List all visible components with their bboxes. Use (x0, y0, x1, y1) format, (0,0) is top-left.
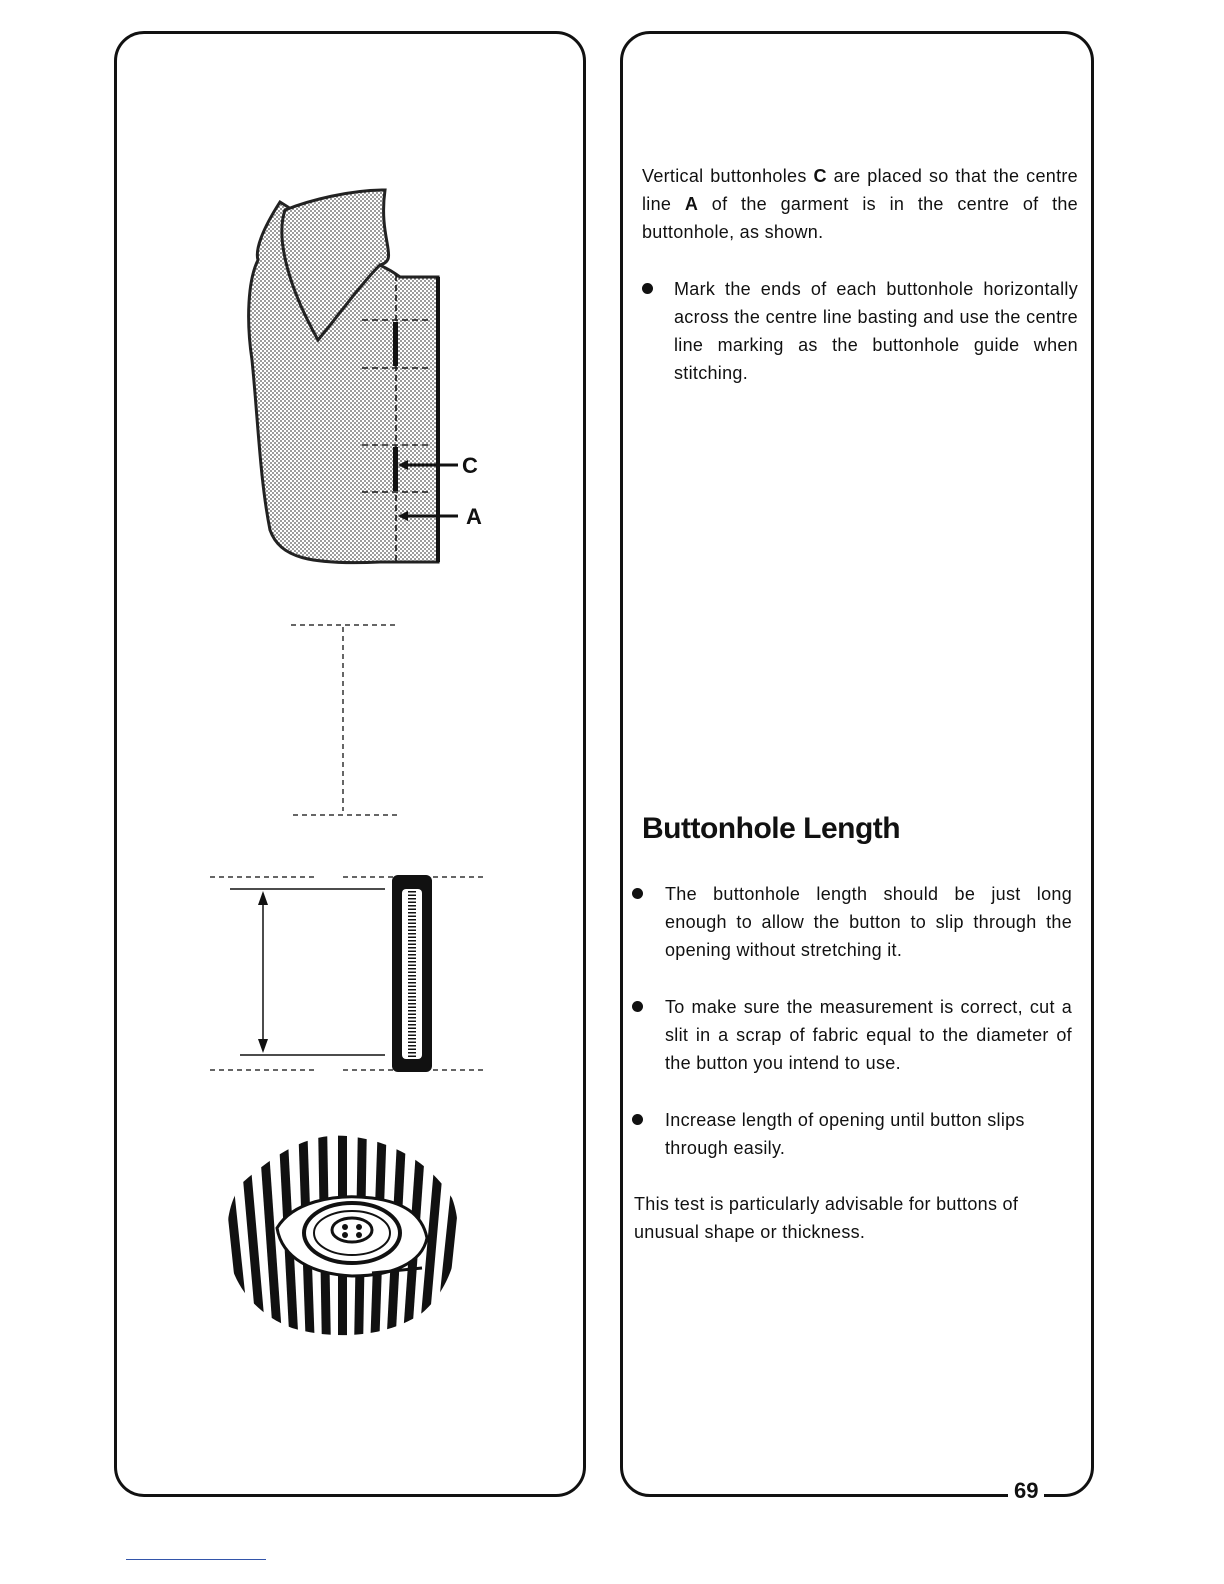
label-c: C (462, 453, 478, 478)
garment-illustration (200, 180, 510, 580)
length-bullet-1: The buttonhole length should be just long enough to allow the button to slip through the opening without stretching it. (632, 880, 1072, 970)
bullet-dot-icon (632, 1114, 643, 1125)
bullet-dot-icon (632, 888, 643, 899)
section-heading: Buttonhole Length (642, 812, 901, 845)
buttonhole-bottom (393, 447, 398, 491)
label-a: A (466, 504, 482, 529)
closing-paragraph: This test is particularly advisable for buttons of unusual shape or thickness. (634, 1194, 1019, 1242)
basting-marks-illustration (285, 615, 405, 825)
button-test-illustration (222, 1128, 467, 1343)
buttonhole-top (393, 322, 398, 366)
buttonhole-length-illustration (205, 865, 490, 1080)
length-bullet-2: To make sure the measurement is correct, cut a slit in a scrap of fabric equal to the diameter of the button you intend to use. (632, 993, 1072, 1083)
bullet-dot-icon (632, 1001, 643, 1012)
marking-bullet: Mark the ends of each buttonhole horizontally across the centre line basting and use the centre line marking as the buttonhole guide when stitching. (642, 275, 1078, 395)
footer-rule (126, 1559, 266, 1560)
page-number-box (1008, 1478, 1044, 1504)
intro-paragraph: Vertical buttonholes C are placed so that the centre line A of the garment is in the centre of the buttonhole, as shown. (642, 166, 1078, 242)
right-text-panel (620, 31, 1094, 1497)
length-bullet-3: Increase length of opening until button slips through easily. (632, 1106, 1072, 1166)
bullet-dot-icon (642, 283, 653, 294)
page-number: 69 (1014, 1478, 1039, 1503)
